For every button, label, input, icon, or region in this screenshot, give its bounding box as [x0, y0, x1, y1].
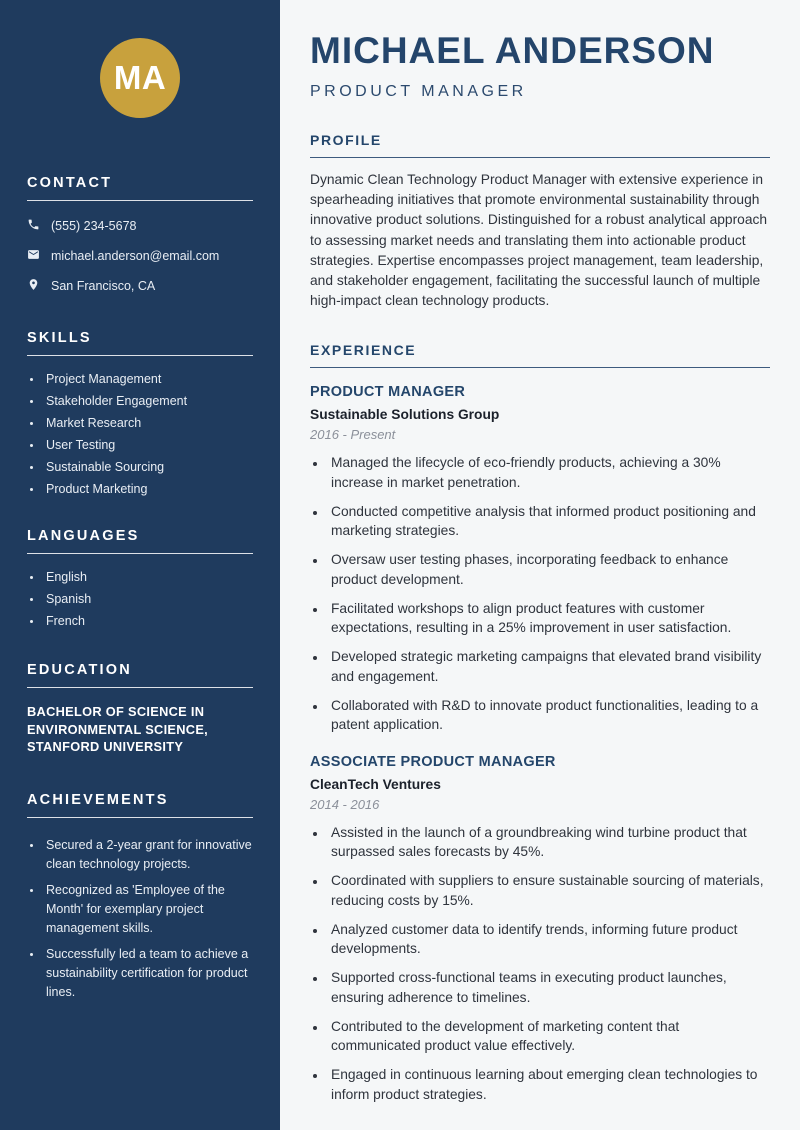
experience-bullet: • Engaged in continuous learning about emerging clean technologies to inform product strategies.	[327, 1065, 770, 1104]
experience-section	[310, 342, 770, 1104]
language-item: • English	[43, 570, 253, 585]
job-role: PRODUCT MANAGER	[310, 384, 466, 401]
profile-heading: PROFILE	[310, 132, 770, 158]
experience-bullet: • Managed the lifecycle of eco-friendly products, achieving a 30% increase in market penetration.	[327, 453, 770, 492]
person-job-title: PRODUCT MANAGER	[310, 83, 527, 100]
contact-section	[27, 175, 253, 294]
skill-item: • User Testing	[43, 438, 253, 453]
experience-bullet: • Conducted competitive analysis that informed product positioning and marketing strategies.	[327, 502, 770, 541]
experience-bullet: • Oversaw user testing phases, incorporating feedback to enhance product development.	[327, 550, 770, 589]
languages-heading: LANGUAGES	[27, 528, 253, 554]
job-role: ASSOCIATE PRODUCT MANAGER	[310, 753, 556, 770]
job-dates: 2014 - 2016	[310, 796, 380, 812]
achievements-section	[27, 792, 253, 1002]
skill-item: • Market Research	[43, 416, 253, 431]
person-name: MICHAEL ANDERSON	[310, 30, 715, 71]
experience-bullet: • Contributed to the development of marketing content that communicated product value effectively.	[327, 1017, 770, 1056]
skill-item: • Product Marketing	[43, 482, 253, 497]
skill-item: • Project Management	[43, 372, 253, 387]
experience-job-2	[310, 754, 770, 1105]
contact-email-row	[27, 248, 253, 264]
contact-phone-text: (555) 234-5678	[51, 219, 137, 233]
email-icon	[27, 248, 40, 264]
skill-item: • Stakeholder Engagement	[43, 394, 253, 409]
languages-section	[27, 528, 253, 629]
skill-item: • Sustainable Sourcing	[43, 460, 253, 475]
achievements-list	[43, 836, 253, 1002]
contact-location-row	[27, 278, 253, 294]
achievement-item: • Recognized as 'Employee of the Month' for exemplary project management skills.	[43, 881, 253, 938]
contact-list	[27, 218, 253, 294]
main-content	[280, 0, 800, 1130]
contact-phone-row	[27, 218, 253, 234]
avatar-initials: MA	[113, 59, 167, 96]
job-dates: 2016 - Present	[310, 427, 396, 443]
experience-bullet: • Supported cross-functional teams in executing product launches, ensuring adherence to timelines.	[327, 968, 770, 1007]
achievement-item: • Successfully led a team to achieve a sustainability certification for product lines.	[43, 945, 253, 1002]
achievement-item: • Secured a 2-year grant for innovative clean technology projects.	[43, 836, 253, 874]
experience-bullet: • Analyzed customer data to identify trends, informing future product developments.	[327, 920, 770, 959]
job-bullet-list	[327, 823, 770, 1105]
experience-bullet: • Assisted in the launch of a groundbreaking wind turbine product that surpassed sales forecasts by 45%.	[327, 823, 770, 862]
sidebar	[0, 0, 280, 1130]
contact-heading: CONTACT	[27, 175, 253, 201]
experience-bullet: • Developed strategic marketing campaigns that elevated brand visibility and engagement.	[327, 647, 770, 686]
skills-list	[43, 372, 253, 497]
languages-list	[43, 570, 253, 629]
achievements-heading: ACHIEVEMENTS	[27, 792, 253, 818]
experience-bullet: • Collaborated with R&D to innovate product functionalities, leading to a patent application.	[327, 696, 770, 735]
skills-section	[27, 330, 253, 497]
education-degree: BACHELOR OF SCIENCE IN ENVIRONMENTAL SCIENCE, STANFORD UNIVERSITY	[27, 704, 209, 754]
experience-heading: EXPERIENCE	[310, 342, 770, 368]
location-pin-icon	[27, 278, 40, 294]
profile-section	[310, 132, 770, 311]
profile-text: Dynamic Clean Technology Product Manager with extensive experience in spearheading initiatives that promote environmental sustainability through innovative product solutions. Distinguished for a robust analytical approach to assessing market needs and translating them into actionable product strategies. Expertise encompasses project management, team leadership, and stakeholder engagement, facilitating the successful launch of multiple high-impact clean technology products.	[310, 172, 768, 309]
experience-bullet: • Facilitated workshops to align product features with customer expectations, resulting in a 25% improvement in user satisfaction.	[327, 599, 770, 638]
contact-email-text: michael.anderson@email.com	[51, 249, 220, 263]
contact-location-text: San Francisco, CA	[51, 279, 156, 293]
avatar	[100, 38, 180, 118]
education-heading: EDUCATION	[27, 662, 253, 688]
experience-bullet: • Coordinated with suppliers to ensure sustainable sourcing of materials, reducing costs by 15%.	[327, 871, 770, 910]
job-company: CleanTech Ventures	[310, 776, 441, 792]
language-item: • French	[43, 614, 253, 629]
skills-heading: SKILLS	[27, 330, 253, 356]
job-company: Sustainable Solutions Group	[310, 407, 500, 423]
experience-job-1	[310, 384, 770, 735]
phone-icon	[27, 218, 40, 234]
education-section	[27, 662, 253, 756]
language-item: • Spanish	[43, 592, 253, 607]
job-bullet-list	[327, 453, 770, 735]
